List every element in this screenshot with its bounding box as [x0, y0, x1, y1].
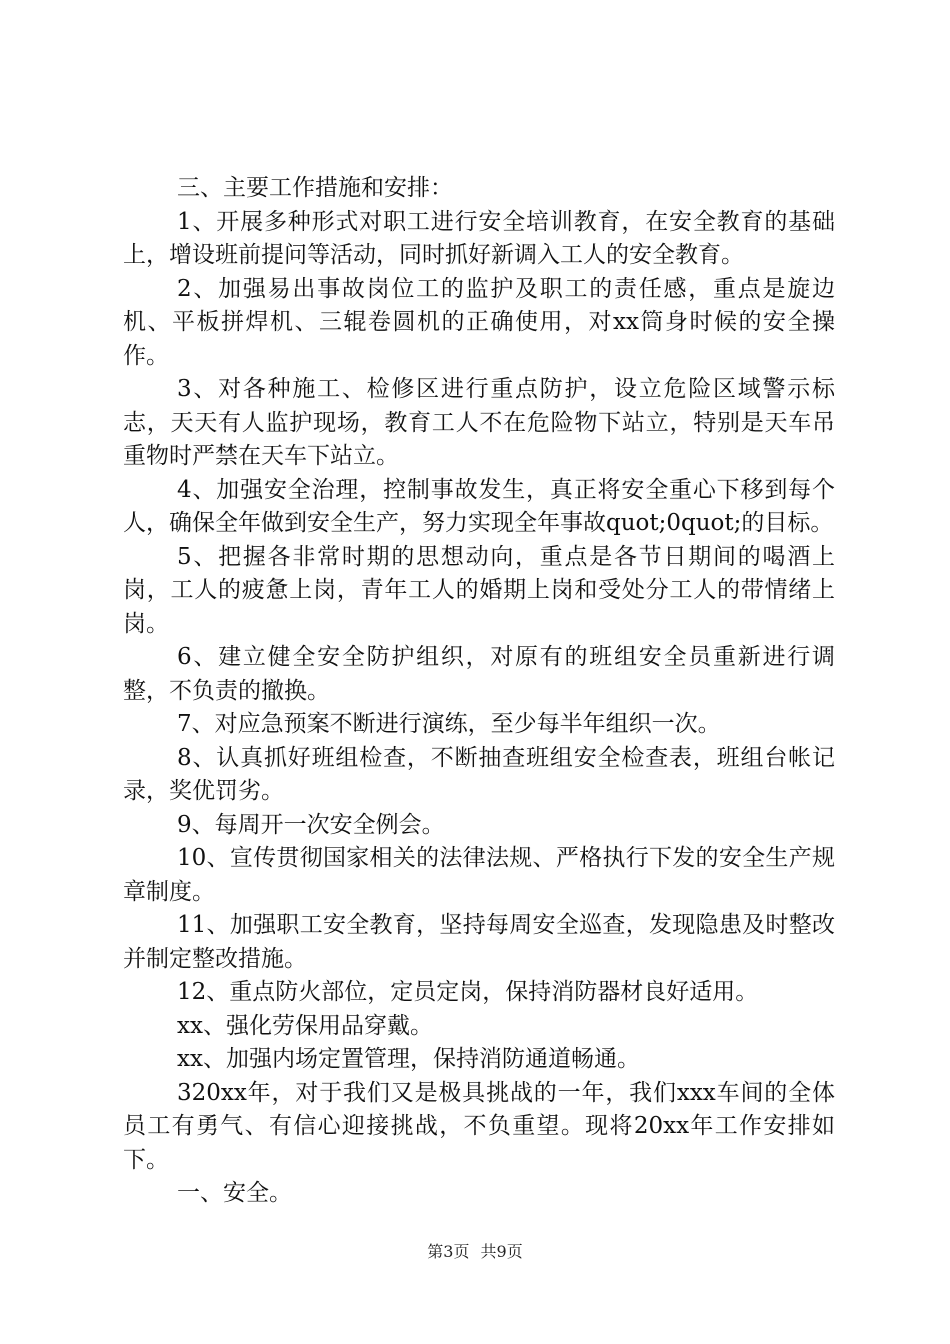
document-body — [123, 172, 835, 1211]
paragraph-item-1: 1、开展多种形式对职工进行安全培训教育，在安全教育的基础上，增设班前提问等活动，同时抓好新调入工人的安全教育。 — [123, 208, 835, 268]
page-total: 共9页 — [480, 1242, 523, 1261]
paragraph-item-14: xx、加强内场定置管理，保持消防通道畅通。 — [177, 1046, 640, 1072]
paragraph-item-8: 8、认真抓好班组检查，不断抽查班组安全检查表，班组台帐记录，奖优罚劣。 — [123, 744, 835, 804]
paragraph-item-6: 6、建立健全安全防护组织，对原有的班组安全员重新进行调整，不负责的撤换。 — [123, 644, 835, 704]
paragraph-item-11: 11、加强职工安全教育，坚持每周安全巡查，发现隐患及时整改并制定整改措施。 — [123, 912, 835, 972]
paragraph-item-3: 3、对各种施工、检修区进行重点防护，设立危险区域警示标志，天天有人监护现场，教育工人不在危险物下站立，特别是天车吊重物时严禁在天车下站立。 — [123, 376, 835, 469]
paragraph-item-5: 5、把握各非常时期的思想动向，重点是各节日期间的喝酒上岗，工人的疲惫上岗，青年工人的婚期上岗和受处分工人的带情绪上岗。 — [123, 543, 835, 637]
paragraph-item-2: 2、加强易出事故岗位工的监护及职工的责任感，重点是旋边机、平板拼焊机、三辊卷圆机的正确使用，对xx筒身时候的安全操作。 — [123, 275, 835, 369]
paragraph-item-13: xx、强化劳保用品穿戴。 — [177, 1012, 433, 1039]
page-number: 第3页 — [427, 1242, 470, 1261]
paragraph-item-7: 7、对应急预案不断进行演练，至少每半年组织一次。 — [177, 711, 721, 737]
paragraph-summary: 320xx年，对于我们又是极具挑战的一年，我们xxx车间的全体员工有勇气、有信心迎接挑战，不负重望。现将20xx年工作安排如下。 — [123, 1079, 835, 1173]
paragraph-item-9: 9、每周开一次安全例会。 — [177, 811, 445, 838]
paragraph-item-12: 12、重点防火部位，定员定岗，保持消防器材良好适用。 — [177, 979, 759, 1005]
page-footer — [0, 1242, 950, 1262]
paragraph-item-10: 10、宣传贯彻国家相关的法律法规、严格执行下发的安全生产规章制度。 — [123, 845, 835, 905]
section-heading-safety: 一、安全。 — [177, 1180, 292, 1206]
section-heading: 三、主要工作措施和安排： — [177, 175, 453, 201]
paragraph-item-4: 4、加强安全治理，控制事故发生，真正将安全重心下移到每个人，确保全年做到安全生产，努力实现全年事故quot;0quot;的目标。 — [123, 476, 835, 536]
